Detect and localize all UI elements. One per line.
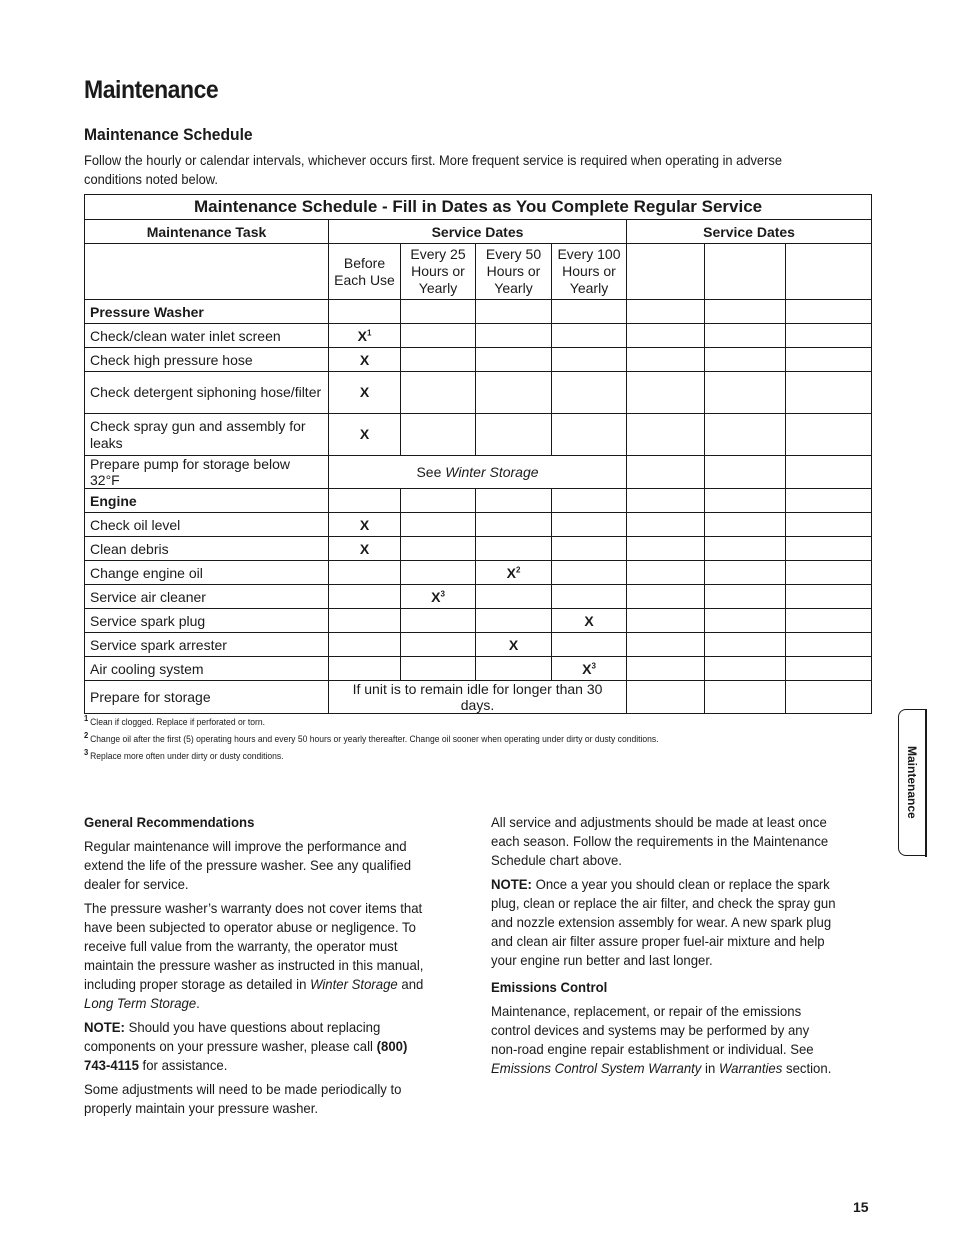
category-pressure-washer: Pressure Washer <box>85 300 329 324</box>
table-row <box>85 609 872 633</box>
header-service-intervals: Service Dates <box>329 220 627 244</box>
task-label: Service spark arrester <box>85 633 329 657</box>
footnote-3: 3 Replace more often under dirty or dusty conditions. <box>84 748 284 761</box>
storage-note: If unit is to remain idle for longer than 30 days. <box>329 681 627 714</box>
note-paragraph: NOTE: Should you have questions about replacing components on your pressure washer, please call (800) 743-4115 for assistance. <box>84 1019 408 1073</box>
task-label: Check high pressure hose <box>85 348 329 372</box>
interval-50-hours: Every 50 Hours or Yearly <box>476 244 552 300</box>
category-engine: Engine <box>85 489 329 513</box>
table-row <box>85 537 872 561</box>
check-mark: X <box>329 537 401 561</box>
note-paragraph: NOTE: Once a year you should clean or replace the spark plug, clean or replace the air filter, and check the spray gun and nozzle extension assembly for wear. A new spark plug and clean air filter assure proper fuel-air mixture and help your engine run better and last longer. <box>491 876 836 968</box>
footnote-1: 1 Clean if clogged. Replace if perforated or torn. <box>84 714 266 727</box>
paragraph: Some adjustments will need to be made periodically to properly maintain your pressure washer. <box>84 1081 402 1116</box>
check-mark: X <box>329 513 401 537</box>
task-label: Check spray gun and assembly for leaks <box>85 414 329 456</box>
section-title: Maintenance Schedule <box>84 125 253 144</box>
right-column <box>491 813 839 1083</box>
header-service-dates: Service Dates <box>627 220 872 244</box>
check-mark: $X^1$ <box>329 324 401 348</box>
date-cell[interactable] <box>627 244 705 300</box>
check-mark: $X^3$ <box>401 585 476 609</box>
table-row <box>85 657 872 681</box>
table-row <box>85 372 872 414</box>
task-label: Air cooling system <box>85 657 329 681</box>
task-label: Check detergent siphoning hose/filter <box>85 372 329 414</box>
check-mark: X <box>329 348 401 372</box>
interval-25-hours: Every 25 Hours or Yearly <box>401 244 476 300</box>
date-cell[interactable] <box>705 244 786 300</box>
winter-storage-note: See Winter Storage <box>329 456 627 489</box>
check-mark: $X^2$ <box>476 561 552 585</box>
check-mark: X <box>476 633 552 657</box>
interval-100-hours: Every 100 Hours or Yearly <box>552 244 627 300</box>
table-row <box>85 633 872 657</box>
interval-before-each-use: Before Each Use <box>329 244 401 300</box>
table-row <box>85 348 872 372</box>
paragraph: Maintenance, replacement, or repair of the emissions control devices and systems may be performed by any non-road engine repair establishment or individual. See Emissions Control System Warranty in Warranties section. <box>491 1003 832 1076</box>
check-mark: X <box>329 372 401 414</box>
check-mark: $X^3$ <box>552 657 627 681</box>
footnote-2: 2 Change oil after the first (5) operating hours and every 50 hours or yearly thereafter. Change oil sooner when operating under dirty or dusty conditions. <box>84 731 659 744</box>
table-row <box>85 681 872 714</box>
left-column <box>84 813 432 1123</box>
header-task: Maintenance Task <box>85 220 329 244</box>
task-label: Change engine oil <box>85 561 329 585</box>
task-label: Check oil level <box>85 513 329 537</box>
page-number: 15 <box>853 1199 869 1215</box>
general-recommendations-heading: General Recommendations <box>84 814 255 830</box>
task-label: Service air cleaner <box>85 585 329 609</box>
maintenance-schedule-table <box>84 194 872 714</box>
task-label: Check/clean water inlet screen <box>85 324 329 348</box>
paragraph: The pressure washer’s warranty does not cover items that have been subjected to operator abuse or negligence. To receive full value from the warranty, the operator must maintain the pressure washer as instructed in this manual, including proper storage as detailed in Winter Storage and Long Term Storage. <box>84 900 424 1011</box>
side-tab-label: Maintenance <box>905 746 919 819</box>
task-label: Clean debris <box>85 537 329 561</box>
task-label: Prepare pump for storage below 32°F <box>85 456 329 489</box>
table-title: Maintenance Schedule - Fill in Dates as You Complete Regular Service <box>85 195 872 220</box>
task-label: Prepare for storage <box>85 681 329 714</box>
emissions-control-heading: Emissions Control <box>491 979 608 995</box>
table-row <box>85 324 872 348</box>
table-row <box>85 513 872 537</box>
table-row <box>85 414 872 456</box>
paragraph: Regular maintenance will improve the performance and extend the life of the pressure washer. See any qualified dealer for service. <box>84 838 412 892</box>
blank-cell <box>85 244 329 300</box>
intro-text: Follow the hourly or calendar intervals, whichever occurs first. More frequent service is required when operating in adverse conditions noted below. <box>84 152 782 187</box>
table-row <box>85 456 872 489</box>
page-title: Maintenance <box>84 76 219 104</box>
table-row <box>85 585 872 609</box>
task-label: Service spark plug <box>85 609 329 633</box>
paragraph: All service and adjustments should be made at least once each season. Follow the requirements in the Maintenance Schedule chart above. <box>491 814 829 868</box>
table-row <box>85 561 872 585</box>
phone-number[interactable]: (800) 743-4115 <box>84 1038 408 1073</box>
check-mark: X <box>552 609 627 633</box>
date-cell[interactable] <box>786 244 872 300</box>
check-mark: X <box>329 414 401 456</box>
